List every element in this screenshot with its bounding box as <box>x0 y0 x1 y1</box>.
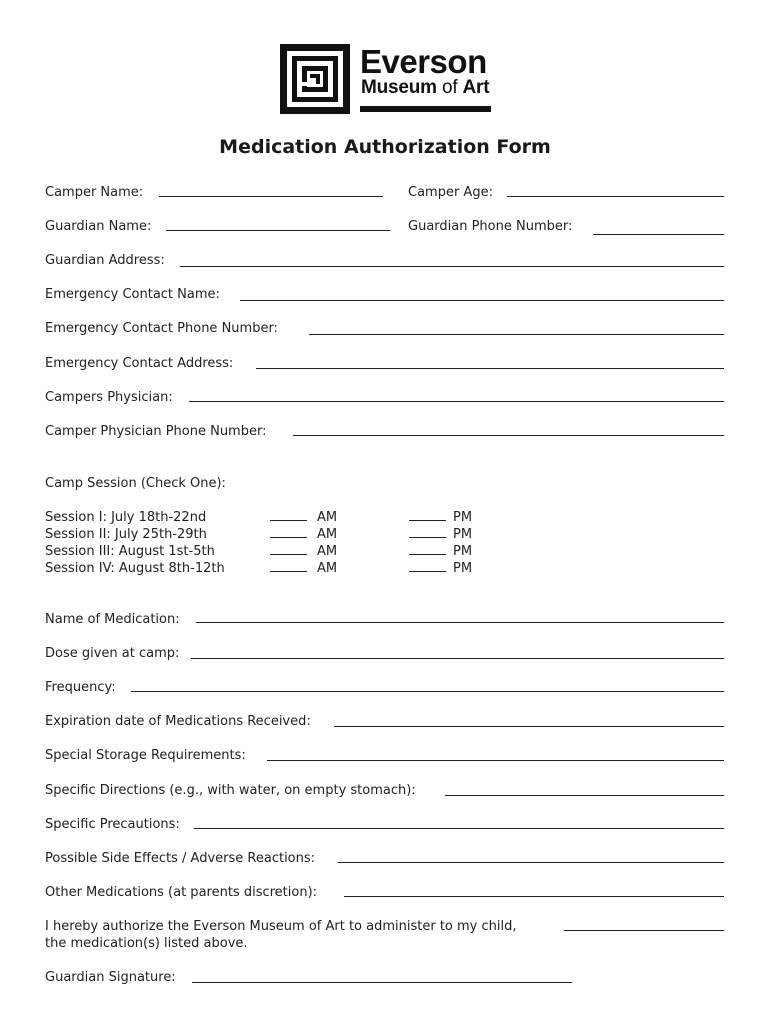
guardian-address-label: Guardian Address: <box>45 253 165 268</box>
session-3-pm-blank[interactable] <box>409 554 446 555</box>
session-1-label: Session I: July 18th-22nd <box>45 510 207 525</box>
expiration-date-label: Expiration date of Medications Received: <box>45 714 311 729</box>
guardian-phone-label: Guardian Phone Number: <box>408 219 573 234</box>
camper-name-field[interactable] <box>159 196 383 197</box>
camper-physician-phone-label: Camper Physician Phone Number: <box>45 424 267 439</box>
camper-age-field[interactable] <box>507 196 724 197</box>
guardian-address-field[interactable] <box>180 266 724 267</box>
campers-physician-label: Campers Physician: <box>45 390 173 405</box>
side-effects-label: Possible Side Effects / Adverse Reactions: <box>45 851 316 866</box>
session-4-am-label: AM <box>317 561 338 576</box>
guardian-signature-label: Guardian Signature: <box>45 970 176 985</box>
specific-precautions-field[interactable] <box>194 828 724 829</box>
session-1-am-blank[interactable] <box>270 520 307 521</box>
session-4-pm-label: PM <box>453 561 473 576</box>
emergency-contact-phone-field[interactable] <box>309 334 724 335</box>
expiration-date-field[interactable] <box>334 726 724 727</box>
guardian-signature-field[interactable] <box>192 982 572 983</box>
authorization-line-1: I hereby authorize the Everson Museum of Art to administer to my child, <box>45 919 517 934</box>
session-2-am-label: AM <box>317 527 338 542</box>
guardian-name-label: Guardian Name: <box>45 219 152 234</box>
emergency-contact-phone-label: Emergency Contact Phone Number: <box>45 321 278 336</box>
emergency-contact-address-field[interactable] <box>256 368 724 369</box>
medication-name-field[interactable] <box>196 622 724 623</box>
session-2-label: Session II: July 25th-29th <box>45 527 207 542</box>
session-4-pm-blank[interactable] <box>409 571 446 572</box>
session-4-label: Session IV: August 8th-12th <box>45 561 225 576</box>
session-3-label: Session III: August 1st-5th <box>45 544 215 559</box>
camper-age-label: Camper Age: <box>408 185 493 200</box>
side-effects-field[interactable] <box>338 862 724 863</box>
dose-label: Dose given at camp: <box>45 646 180 661</box>
storage-requirements-field[interactable] <box>267 760 724 761</box>
other-medications-label: Other Medications (at parents discretion): <box>45 885 318 900</box>
session-3-am-blank[interactable] <box>270 554 307 555</box>
session-2-pm-label: PM <box>453 527 473 542</box>
authorization-line-2: the medication(s) listed above. <box>45 936 248 951</box>
emergency-contact-address-label: Emergency Contact Address: <box>45 356 234 371</box>
medication-name-label: Name of Medication: <box>45 612 180 627</box>
frequency-label: Frequency: <box>45 680 116 695</box>
frequency-field[interactable] <box>131 691 724 692</box>
authorization-field[interactable] <box>564 930 724 931</box>
emergency-contact-name-label: Emergency Contact Name: <box>45 287 220 302</box>
session-2-am-blank[interactable] <box>270 537 307 538</box>
form-title: Medication Authorization Form <box>219 136 551 158</box>
logo-subtitle: Museum of Art <box>361 77 490 98</box>
session-2-pm-blank[interactable] <box>409 537 446 538</box>
camper-name-label: Camper Name: <box>45 185 144 200</box>
storage-requirements-label: Special Storage Requirements: <box>45 748 246 763</box>
session-1-pm-label: PM <box>453 510 473 525</box>
specific-directions-field[interactable] <box>445 795 724 796</box>
logo-bar <box>360 106 491 112</box>
session-3-pm-label: PM <box>453 544 473 559</box>
dose-field[interactable] <box>191 658 724 659</box>
specific-precautions-label: Specific Precautions: <box>45 817 180 832</box>
session-3-am-label: AM <box>317 544 338 559</box>
guardian-phone-field[interactable] <box>593 234 724 235</box>
guardian-name-field[interactable] <box>166 230 390 231</box>
camp-session-heading: Camp Session (Check One): <box>45 476 226 491</box>
campers-physician-field[interactable] <box>189 401 724 402</box>
session-4-am-blank[interactable] <box>270 571 307 572</box>
other-medications-field[interactable] <box>344 896 724 897</box>
logo-name: Everson <box>360 43 487 80</box>
camper-physician-phone-field[interactable] <box>293 435 724 436</box>
everson-spiral-logo-icon <box>280 44 350 114</box>
session-1-pm-blank[interactable] <box>409 520 446 521</box>
session-1-am-label: AM <box>317 510 338 525</box>
emergency-contact-name-field[interactable] <box>240 300 724 301</box>
specific-directions-label: Specific Directions (e.g., with water, on empty stomach): <box>45 783 416 798</box>
